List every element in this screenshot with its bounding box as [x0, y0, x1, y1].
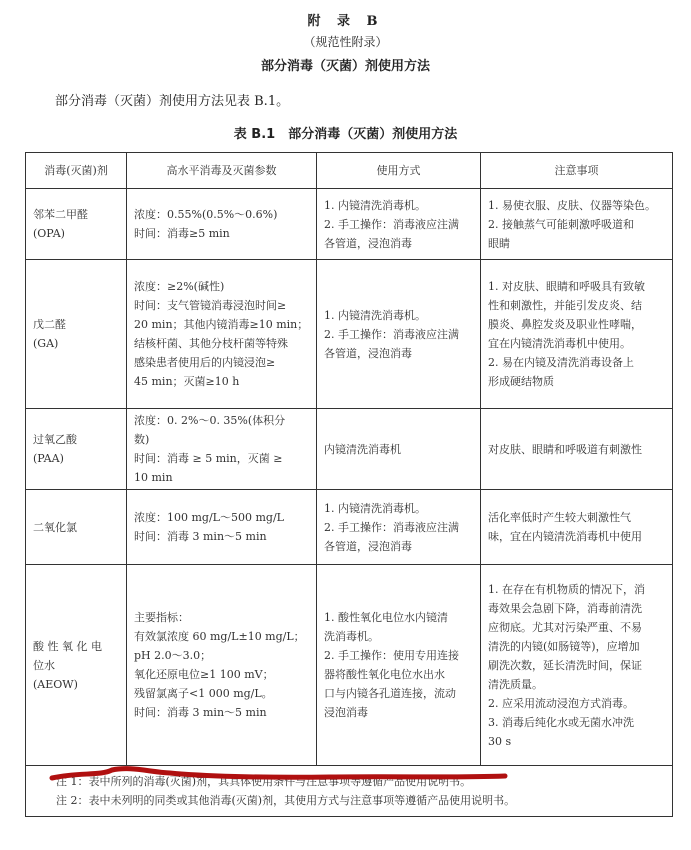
column-header: 使用方式	[317, 153, 481, 189]
appendix-type: （规范性附录）	[303, 35, 388, 49]
cell-line: 酸 性 氧 化 电	[33, 639, 102, 653]
cell-line: 时间：消毒≥5 min	[134, 227, 230, 240]
cell-line: 洗消毒机。	[324, 630, 379, 643]
cell-line: (OPA)	[33, 227, 65, 240]
cell-params	[127, 565, 317, 766]
cell-agent	[26, 490, 127, 565]
appendix-title: 部分消毒（灭菌）剂使用方法	[260, 59, 430, 74]
cell-line: 有效氯浓度 60 mg/L±10 mg/L；	[134, 630, 305, 643]
cell-line: 10 min	[134, 471, 173, 484]
cell-line: 数)	[134, 433, 150, 446]
cell-line: 味，宜在内镜清洗消毒机中使用	[488, 530, 642, 543]
column-header: 消毒(灭菌)剂	[26, 153, 127, 189]
cell-line: 1. 内镜清洗消毒机。	[324, 198, 426, 212]
cell-line: (PAA)	[33, 452, 64, 465]
cell-line: 1. 内镜清洗消毒机。	[324, 501, 426, 515]
column-header: 高水平消毒及灭菌参数	[127, 153, 317, 189]
cell-line: 2. 手工操作：消毒液应注满	[324, 327, 459, 341]
table-row	[26, 490, 673, 565]
cell-line: 形成硬结物质	[488, 375, 554, 388]
table-caption: 表 B.1 部分消毒（灭菌）剂使用方法	[233, 127, 458, 142]
cell-line: 结核杆菌、其他分枝杆菌等特殊	[134, 337, 288, 350]
cell-line: 膜炎、鼻腔发炎及职业性哮喘，	[488, 318, 642, 331]
cell-line: 对皮肤、眼睛和呼吸道有刺激性	[488, 442, 642, 456]
cell-line: 3. 消毒后纯化水或无菌水冲洗	[488, 715, 634, 729]
cell-line: 时间：消毒 3 min～5 min	[134, 530, 267, 543]
cell-usage	[317, 490, 481, 565]
cell-line: 20 min；其他内镜消毒≥10 min；	[134, 318, 309, 331]
cell-line: 感染患者使用后的内镜浸泡≥	[134, 356, 276, 369]
appendix-label: 附 录 B	[307, 14, 384, 29]
footnote-row	[26, 766, 673, 817]
cell-line: 2. 手工操作：消毒液应注满	[324, 217, 459, 231]
cell-line: 刷洗次数，延长清洗时间，保证	[488, 658, 642, 672]
cell-line: 1. 对皮肤、眼睛和呼吸具有致敏	[488, 280, 645, 293]
cell-agent	[26, 409, 127, 490]
disinfectant-table	[25, 152, 673, 817]
cell-line: 浓度：0.55%(0.5%～0.6%)	[134, 208, 278, 221]
cell-usage	[317, 409, 481, 490]
cell-line: 1. 易使衣服、皮肤、仪器等染色。	[488, 198, 656, 212]
cell-line: 2. 手工操作：消毒液应注满	[324, 520, 459, 534]
cell-line: 浓度：≥2%(碱性)	[134, 280, 225, 293]
cell-line: 活化率低时产生较大刺激性气	[488, 511, 631, 524]
table-row	[26, 409, 673, 490]
cell-params	[127, 189, 317, 260]
cell-agent	[26, 189, 127, 260]
footnote: 注 2：表中未列明的同类或其他消毒(灭菌)剂，其使用方式与注意事项等遵循产品使用说明书。	[56, 794, 516, 807]
cell-usage	[317, 565, 481, 766]
cell-notes	[481, 565, 673, 766]
cell-line: 性和刺激性，并能引发皮炎、结	[488, 299, 642, 312]
cell-line: 戊二醛	[33, 318, 66, 331]
cell-line: 位水	[33, 658, 55, 672]
cell-line: 时间：消毒 3 min～5 min	[134, 706, 267, 719]
table-header-row	[26, 153, 673, 189]
cell-line: 2. 易在内镜及清洗消毒设备上	[488, 356, 634, 369]
cell-line: 2. 接触蒸气可能刺激呼吸道和	[488, 217, 634, 231]
cell-line: 30 s	[488, 734, 512, 748]
cell-line: 清洗的内镜(如肠镜等)，应增加	[488, 639, 640, 653]
cell-params	[127, 260, 317, 409]
cell-line: 各管道，浸泡消毒	[324, 539, 412, 553]
cell-line: 浓度：0. 2%～0. 35%(体积分	[134, 414, 286, 427]
cell-params	[127, 490, 317, 565]
cell-line: 眼睛	[488, 236, 510, 250]
cell-usage	[317, 189, 481, 260]
cell-line: 应彻底。尤其对污染严重、不易	[488, 620, 642, 634]
cell-line: 时间：支气管镜消毒浸泡时间≥	[134, 299, 287, 312]
cell-notes	[481, 189, 673, 260]
cell-line: 清洗质量。	[488, 677, 543, 691]
cell-line: 过氧乙酸	[33, 433, 77, 446]
cell-notes	[481, 490, 673, 565]
cell-line: 残留氯离子<1 000 mg/L。	[134, 687, 273, 700]
footnotes-cell	[26, 766, 673, 817]
cell-line: 毒效果会急剧下降，消毒前清洗	[488, 601, 642, 615]
cell-usage	[317, 260, 481, 409]
cell-notes	[481, 409, 673, 490]
cell-line: 各管道，浸泡消毒	[324, 236, 412, 250]
cell-line: 时间：消毒 ≥ 5 min，灭菌 ≥	[134, 452, 283, 465]
cell-line: 2. 手工操作：使用专用连接	[324, 649, 459, 662]
cell-line: 浸泡消毒	[324, 706, 368, 719]
cell-line: 1. 内镜清洗消毒机。	[324, 308, 426, 322]
cell-line: 1. 酸性氧化电位水内镜清	[324, 611, 448, 624]
cell-line: pH 2.0～3.0；	[134, 649, 212, 662]
cell-line: 内镜清洗消毒机	[324, 442, 401, 456]
cell-params	[127, 409, 317, 490]
cell-line: 45 min；灭菌≥10 h	[134, 375, 240, 388]
cell-line: 二氧化氯	[33, 520, 77, 534]
cell-agent	[26, 260, 127, 409]
cell-line: (GA)	[33, 337, 59, 350]
cell-line: 口与内镜各孔道连接，流动	[324, 687, 456, 700]
cell-line: 浓度：100 mg/L～500 mg/L	[134, 511, 284, 524]
cell-line: 邻苯二甲醛	[33, 208, 88, 221]
column-header: 注意事项	[481, 153, 673, 189]
cell-line: 器将酸性氧化电位水出水	[324, 668, 445, 681]
cell-line: 1. 在存在有机物质的情况下，消	[488, 582, 645, 596]
cell-line: 主要指标：	[134, 611, 189, 624]
cell-agent	[26, 565, 127, 766]
table-row	[26, 260, 673, 409]
table-row	[26, 565, 673, 766]
cell-notes	[481, 260, 673, 409]
cell-line: 2. 应采用流动浸泡方式消毒。	[488, 696, 634, 710]
cell-line: 各管道，浸泡消毒	[324, 346, 412, 360]
cell-line: (AEOW)	[33, 677, 78, 691]
intro-paragraph: 部分消毒（灭菌）剂使用方法见表 B.1。	[55, 94, 290, 109]
cell-line: 氧化还原电位≥1 100 mV；	[134, 668, 274, 681]
cell-line: 宜在内镜清洗消毒机中使用。	[488, 337, 631, 350]
table-row	[26, 189, 673, 260]
footnote: 注 1：表中所列的消毒(灭菌)剂，其具体使用条件与注意事项等遵循产品使用说明书。	[56, 775, 472, 788]
